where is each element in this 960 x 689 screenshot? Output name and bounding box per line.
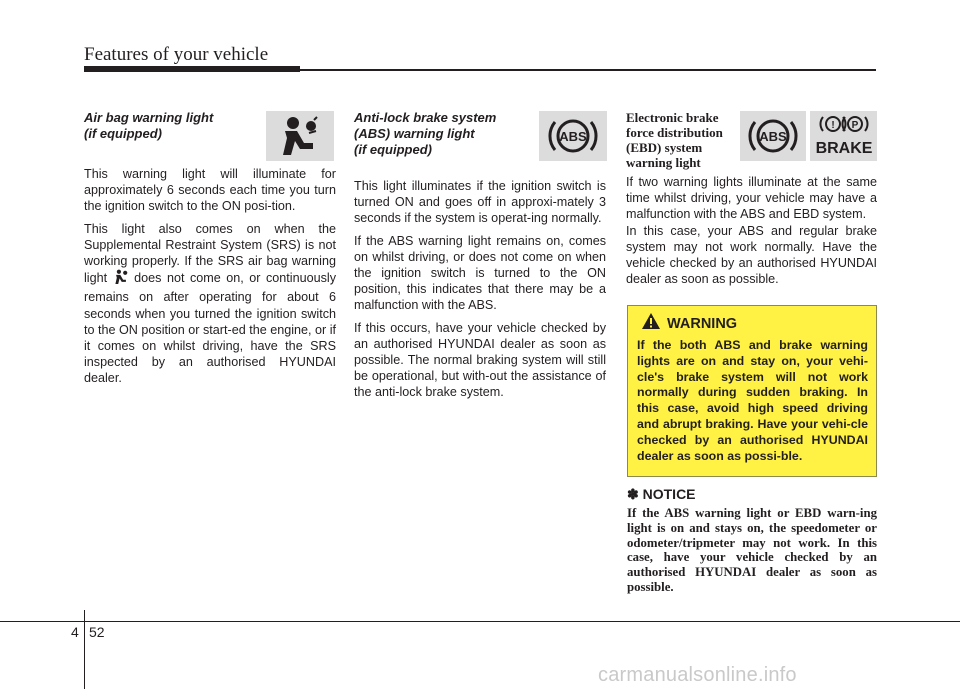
ebd-abs-icon-text: ABS — [759, 129, 787, 144]
abs-paragraph-1: This light illuminates if the ignition switch is turned ON and goes off in approxi-mately 3 seconds if the system is operat-ing normally. — [354, 179, 606, 226]
ebd-paragraph-2: In this case, your ABS and regular brake system may not work normally. Have the vehicle checked by an authorised HYUNDAI dealer as soon as possible. — [626, 223, 877, 287]
notice-title: NOTICE — [642, 486, 696, 502]
ebd-paragraph-1: If two warning lights illuminate at the same time whilst driving, your vehicle may have a malfunction with the ABS and EBD system. — [626, 175, 877, 222]
header-rule-thick — [84, 66, 300, 72]
airbag-inline-icon — [114, 269, 128, 289]
svg-text:P: P — [851, 120, 858, 131]
ebd-section-title: Electronic brake force distribution (EBD) system warning light — [626, 110, 723, 170]
warning-header — [637, 312, 868, 335]
airbag-warning-icon — [266, 111, 334, 161]
footer-rule — [0, 621, 960, 622]
chapter-number: 4 — [71, 624, 79, 640]
airbag-paragraph-1: This warning light will illuminate for approximately 6 seconds each time you turn the ignition switch to the ON posi-tion. — [84, 167, 336, 214]
brake-warning-icon — [810, 111, 877, 161]
notice-star-icon: ✽ — [627, 486, 639, 502]
abs-paragraph-2: If the ABS warning light remains on, comes on whilst driving, or does not come on when the ignition switch is turned to the ON position, this indicates that there may be a malfunction with the ABS. — [354, 233, 606, 313]
abs-section-title — [354, 110, 534, 158]
notice-section — [627, 486, 877, 595]
warning-text: If the both ABS and brake warning lights are on and stay on, your vehi-cle's brake system will not work normally during sudden braking. In this case, avoid high speed driving and abrupt braking. Have your vehi-cle checked by an authorised HYUNDAI dealer as soon as possi-ble. — [637, 338, 868, 463]
airbag-paragraph-2-end: does not come on, or continuously remains on after operating for about 6 seconds when you turned the ignition switch to the ON position or start-ed the engine, or if it comes on whilst driving, have the SRS inspected by an authorised HYUNDAI dealer. — [84, 271, 337, 386]
airbag-section-title — [84, 110, 254, 142]
airbag-title-line1: Air bag warning light — [84, 110, 214, 125]
airbag-paragraph-2-start: This light also comes on when the Supplemental Restraint System (SRS) is not working properly. If the SRS air bag warning light — [84, 221, 336, 286]
page-header-title: Features of your vehicle — [84, 44, 269, 65]
warning-title: WARNING — [667, 315, 738, 332]
ebd-abs-warning-icon — [740, 111, 806, 161]
footer-vertical-rule — [84, 610, 85, 689]
notice-text: If the ABS warning light or EBD warn-ing light is on and stays on, the speedometer or odometer/tripmeter may not work. In this case, have your vehicle checked by an authorised HYUNDAI dealer as soon as possible. — [627, 506, 877, 594]
abs-warning-icon — [539, 111, 607, 161]
brake-icon-text: BRAKE — [815, 140, 872, 157]
abs-title-line1: Anti-lock brake system — [354, 110, 497, 125]
warning-triangle-icon — [641, 312, 661, 335]
abs-icon-text: ABS — [559, 129, 587, 144]
abs-title-line2: (ABS) warning light — [354, 126, 475, 141]
airbag-title-line2: (if equipped) — [84, 126, 162, 141]
warning-box — [627, 305, 877, 477]
page-number: 52 — [89, 624, 105, 640]
watermark: carmanualsonline.info — [598, 664, 797, 686]
notice-header — [627, 486, 877, 503]
header-rule-thin — [300, 69, 876, 71]
airbag-paragraph-2 — [84, 221, 336, 387]
abs-paragraph-3: If this occurs, have your vehicle checked by an authorised HYUNDAI dealer as soon as possible. The normal braking system will still be operational, but with-out the assistance of the anti-lock brake system. — [354, 320, 606, 400]
svg-text:!: ! — [830, 120, 835, 131]
abs-title-line3: (if equipped) — [354, 142, 432, 157]
